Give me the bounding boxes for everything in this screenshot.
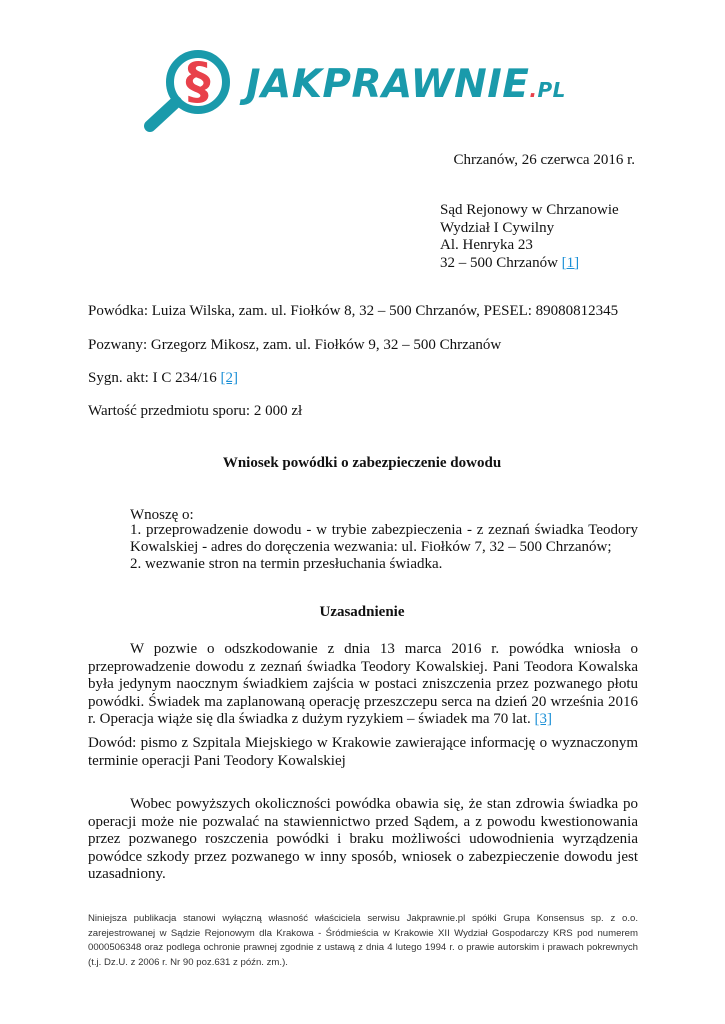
request-intro: Wnoszę o: bbox=[130, 507, 194, 523]
justification-heading: Uzasadnienie bbox=[319, 604, 405, 620]
evidence-paragraph bbox=[88, 735, 638, 770]
court-division: Wydział I Cywilny bbox=[440, 219, 555, 236]
plaintiff-line: Powódka: Luiza Wilska, zam. ul. Fiołków 8, 32 – 500 Chrzanów, PESEL: 89080812345 bbox=[88, 303, 619, 319]
court-address bbox=[440, 202, 619, 272]
footnote-link-1[interactable]: [1] bbox=[561, 254, 580, 271]
logo-brand: JAKPRAWNIE bbox=[246, 62, 530, 107]
evidence-text: Dowód: pismo z Szpitala Miejskiego w Krakowie zawierające informację o wyznaczonym terminie operacji Pani Teodory Kowalskiej bbox=[88, 735, 638, 769]
magnifier-paragraph-icon bbox=[140, 42, 250, 134]
logo bbox=[140, 42, 590, 134]
justification-text-2: Wobec powyższych okoliczności powódka obawia się, że stan zdrowia świadka po operacji może nie pozwalać na stawiennictwo przed Sądem, a z powodu kwestionowania przez pozwanego roszczenia powódki i braku możliwości udowodnienia wyrządzenia powódce szkody przez pozwanego w inny sposób, wniosek o zabezpieczenie dowodu jest uzasadniony. bbox=[88, 796, 638, 882]
footnote-link-3[interactable]: [3] bbox=[534, 711, 553, 727]
logo-wordmark: JAKPRAWNIE.PL bbox=[246, 62, 566, 107]
court-name: Sąd Rejonowy w Chrzanowie bbox=[440, 202, 619, 218]
copyright-footer: Niniejsza publikacja stanowi wyłączną własność właściciela serwisu Jakprawnie.pl spółki Grupa Konsensus sp. z o.o. zarejestrowanej w Sądzie Rejonowym dla Krakowa - Śródmieścia w Krakowie XII Wydział Gospodarczy KRS pod numerem 0000506348 oraz podlega ochronie prawnej zgodnie z ustawą z dnia 4 lutego 1994 r. o prawie autorskim i prawach pokrewnych (t.j. Dz.U. z 2006 r. Nr 90 poz.631 z późn. zm.). bbox=[88, 913, 638, 968]
document-date: Chrzanów, 26 czerwca 2016 r. bbox=[453, 152, 635, 168]
dispute-value-line: Wartość przedmiotu sporu: 2 000 zł bbox=[88, 403, 303, 419]
request-list bbox=[130, 522, 638, 573]
document-title: Wniosek powódki o zabezpieczenie dowodu bbox=[222, 455, 502, 471]
footnote-link-2[interactable]: [2] bbox=[220, 370, 239, 386]
request-item-1-line-1: 1. przeprowadzenie dowodu - w trybie zabezpieczenia - z zeznań świadka Teodory bbox=[130, 522, 638, 538]
court-street: Al. Henryka 23 bbox=[440, 237, 533, 253]
paragraph-symbol: § bbox=[185, 52, 211, 110]
case-number-line bbox=[88, 369, 238, 387]
case-number: Sygn. akt: I C 234/16 bbox=[88, 370, 217, 386]
request-item-2: 2. wezwanie stron na termin przesłuchania świadka. bbox=[130, 556, 443, 572]
defendant-line: Pozwany: Grzegorz Mikosz, zam. ul. Fiołków 9, 32 – 500 Chrzanów bbox=[88, 337, 502, 353]
request-item-1-line-2: Kowalskiej - adres do doręczenia wezwania: ul. Fiołków 7, 32 – 500 Chrzanów; bbox=[130, 539, 612, 555]
justification-paragraph-2 bbox=[88, 796, 638, 884]
justification-paragraph-1 bbox=[88, 641, 638, 729]
logo-tld: PL bbox=[537, 78, 566, 102]
justification-text-1: W pozwie o odszkodowanie z dnia 13 marca 2016 r. powódka wniosła o przeprowadzenie dowodu z zeznań świadka Teodory Kowalskiej. Pani Teodora Kowalska była jedynym naocznym świadkiem zajścia w postaci zniszczenia przez pozwanego płotu powódki. Świadek ma zaplanowaną operację przeszczepu serca na dzień 20 września 2016 r. Operacja wiąże się dla świadka z dużym ryzykiem – świadek ma 70 lat. bbox=[88, 641, 638, 727]
court-city: 32 – 500 Chrzanów bbox=[440, 254, 558, 271]
